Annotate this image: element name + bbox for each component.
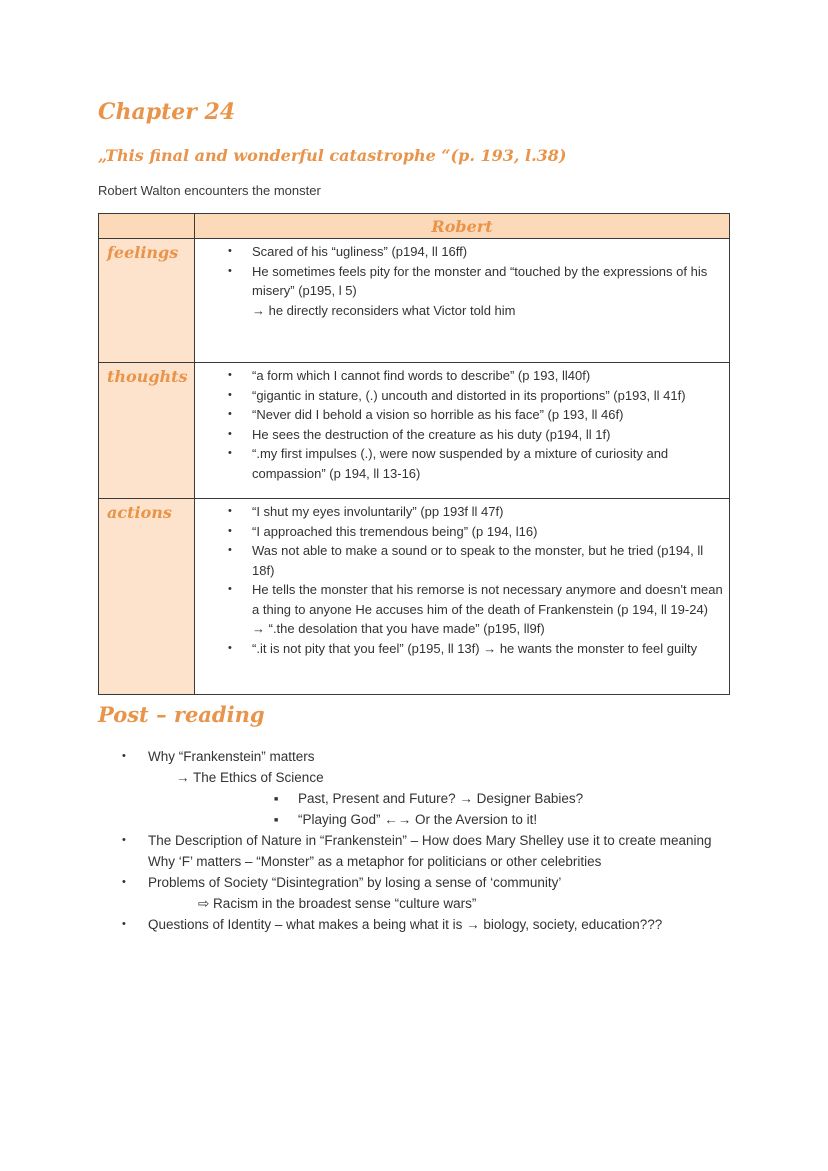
list-item: → “.the desolation that you have made” (p195, ll9f) — [252, 621, 545, 636]
intro-text: Robert Walton encounters the monster — [98, 183, 321, 198]
list-item: • “.it is not pity that you feel” (p195, ll 13f) → he wants the monster to feel guilty — [195, 639, 723, 659]
list-item: ■ “Playing God” ←→ Or the Aversion to it! — [98, 809, 778, 830]
list-item: ■ Past, Present and Future? → Designer Babies? — [98, 788, 778, 809]
row-content-feelings — [195, 239, 730, 363]
table-row-feelings — [99, 239, 730, 363]
table-row-thoughts — [99, 363, 730, 499]
list-item: • “a form which I cannot find words to describe” (p 193, ll40f) — [195, 366, 723, 386]
list-item: • Problems of Society “Disintegration” by losing a sense of ‘community’ — [98, 872, 778, 893]
list-item: Why ‘F’ matters – “Monster” as a metaphor for politicians or other celebrities — [148, 854, 602, 869]
list-item: • “.my first impulses (.), were now suspended by a mixture of curiosity and compassion” (p 194, ll 13-16) — [195, 444, 723, 483]
list-item: • “gigantic in stature, (.) uncouth and distorted in its proportions” (p193, ll 41f) — [195, 386, 723, 406]
post-reading-list — [98, 746, 778, 935]
row-label-feelings: feelings — [99, 239, 195, 363]
row-content-actions — [195, 499, 730, 695]
list-item: • Was not able to make a sound or to speak to the monster, but he tried (p194, ll 18f) — [195, 541, 723, 580]
table-header-row — [99, 214, 730, 239]
list-item: • “I approached this tremendous being” (p 194, l16) — [195, 522, 723, 542]
table-header-corner — [99, 214, 195, 239]
list-item: • He sees the destruction of the creature as his duty (p194, ll 1f) — [195, 425, 723, 445]
list-item: • “I shut my eyes involuntarily” (pp 193f ll 47f) — [195, 502, 723, 522]
list-item: • Why “Frankenstein” matters — [98, 746, 778, 767]
list-item: • “Never did I behold a vision so horrible as his face” (p 193, ll 46f) — [195, 405, 723, 425]
table-row-actions — [99, 499, 730, 695]
chapter-title: Chapter 24 — [98, 99, 236, 125]
list-item: ⇨ Racism in the broadest sense “culture wars” — [198, 896, 477, 911]
row-label-actions: actions — [99, 499, 195, 695]
table-header-robert: Robert — [195, 214, 730, 239]
list-item: • He tells the monster that his remorse is not necessary anymore and doesn't mean a thing to anyone He accuses him of the death of Frankenstein (p 194, ll 19-24) — [195, 580, 723, 619]
list-item: • The Description of Nature in “Frankenstein” – How does Mary Shelley use it to create meaning — [98, 830, 778, 851]
post-reading-heading: Post – reading — [98, 702, 265, 727]
analysis-table — [98, 213, 730, 695]
list-item: • Scared of his “ugliness” (p194, ll 16ff) — [195, 242, 723, 262]
list-item: → he directly reconsiders what Victor told him — [252, 302, 516, 318]
list-item: → The Ethics of Science — [176, 770, 324, 785]
quote-heading: „This final and wonderful catastrophe “(p. 193, l.38) — [98, 146, 567, 165]
list-item: • Questions of Identity – what makes a being what it is → biology, society, education??? — [98, 914, 778, 935]
row-content-thoughts — [195, 363, 730, 499]
row-label-thoughts: thoughts — [99, 363, 195, 499]
list-item: • He sometimes feels pity for the monster and “touched by the expressions of his misery” (p195, l 5) — [195, 262, 723, 301]
